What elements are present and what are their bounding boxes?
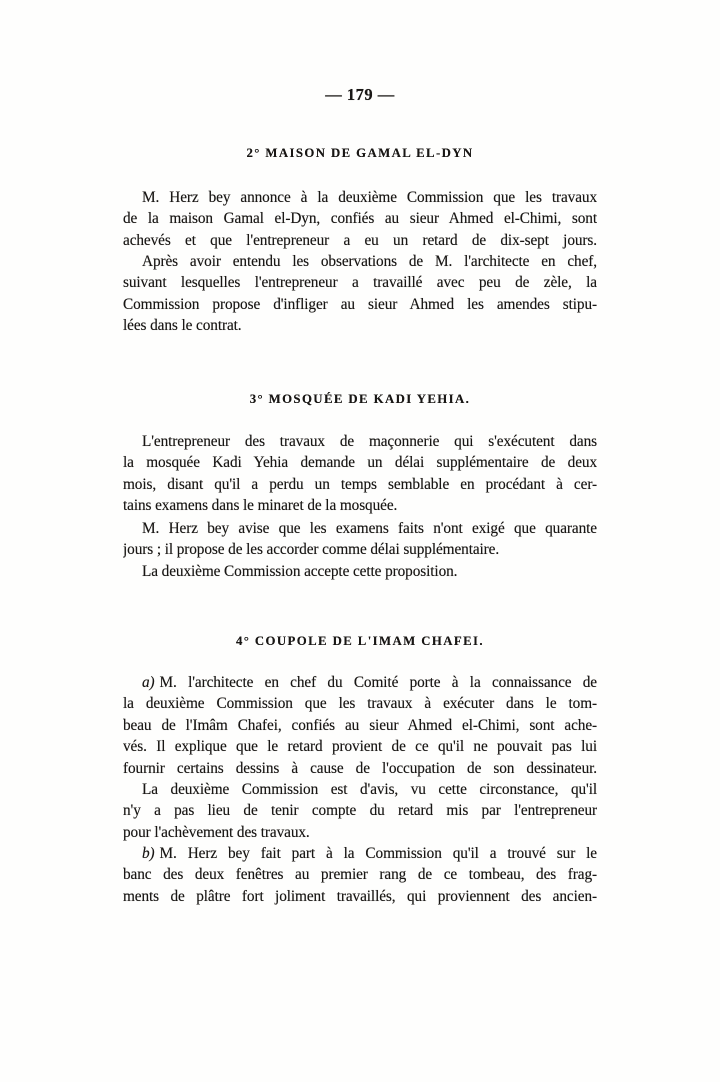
text-line: pour l'achèvement des travaux.: [123, 823, 310, 841]
paragraph: [123, 561, 597, 582]
text-line: L'entrepreneur des travaux de maçonnerie qui s'exécutent dans: [142, 433, 597, 450]
text-line: suivant lesquelles l'entrepreneur a travaillé avec peu de zèle, la: [123, 274, 597, 292]
text-line: achevés et que l'entrepreneur a eu un retard de dix-sept jours.: [123, 231, 597, 249]
paragraph: [123, 187, 597, 251]
text-line: ments de plâtre fort joliment travaillés, qui proviennent des ancien-: [123, 887, 597, 905]
paragraph: [123, 518, 597, 561]
text-line: mois, disant qu'il a perdu un temps semblable en procédant à cer-: [123, 475, 597, 493]
text-line: [123, 843, 597, 864]
text-line: [123, 672, 597, 693]
section-heading-2: 2° MAISON DE GAMAL EL-DYN: [246, 146, 474, 160]
text-line: de la maison Gamal el-Dyn, confiés au sieur Ahmed el-Chimi, sont: [123, 210, 597, 228]
text-line: La deuxième Commission est d'avis, vu cette circonstance, qu'il: [142, 781, 597, 798]
text-line: jours ; il propose de les accorder comme délai supplémentaire.: [123, 541, 500, 559]
page-number: — 179 —: [325, 85, 395, 104]
paragraph: [123, 431, 597, 517]
text-line: Après avoir entendu les observations de M. l'architecte en chef,: [142, 253, 597, 270]
paragraph: [123, 251, 597, 337]
text-line: tains examens dans le minaret de la mosquée.: [123, 497, 398, 515]
text-line: La deuxième Commission accepte cette proposition.: [142, 563, 458, 580]
text-line-content: M. l'architecte en chef du Comité porte à la connaissance de: [159, 674, 597, 691]
paragraph: [123, 672, 597, 779]
paragraph-marker: a): [142, 674, 155, 691]
paragraph: [123, 843, 597, 907]
text-line: vés. Il explique que le retard provient de ce qu'il ne pouvait pas lui: [123, 738, 597, 756]
text-line-content: M. Herz bey fait part à la Commission qu'il a trouvé sur le: [159, 845, 597, 862]
text-line: n'y a pas lieu de tenir compte du retard mis par l'entrepreneur: [123, 802, 597, 820]
text-line: lées dans le contrat.: [123, 317, 242, 335]
paragraph-marker: b): [142, 845, 155, 862]
text-line: M. Herz bey avise que les examens faits n'ont exigé que quarante: [142, 520, 597, 537]
text-line: la deuxième Commission que les travaux à exécuter dans le tom-: [123, 695, 597, 713]
section-heading-3: 3° MOSQUÉE DE KADI YEHIA.: [249, 392, 471, 406]
paragraph: [123, 779, 597, 843]
text-line: Commission propose d'infliger au sieur Ahmed les amendes stipu-: [123, 295, 597, 313]
text-line: fournir certains dessins à cause de l'occupation de son dessinateur.: [123, 759, 597, 777]
section-heading-4: 4° COUPOLE DE L'IMAM CHAFEI.: [235, 634, 484, 648]
text-line: beau de l'Imâm Chafei, confiés au sieur Ahmed el-Chimi, sont ache-: [123, 716, 597, 734]
text-line: la mosquée Kadi Yehia demande un délai supplémentaire de deux: [123, 454, 597, 472]
text-line: banc des deux fenêtres au premier rang de ce tombeau, des frag-: [123, 866, 597, 884]
text-line: M. Herz bey annonce à la deuxième Commission que les travaux: [142, 189, 597, 206]
